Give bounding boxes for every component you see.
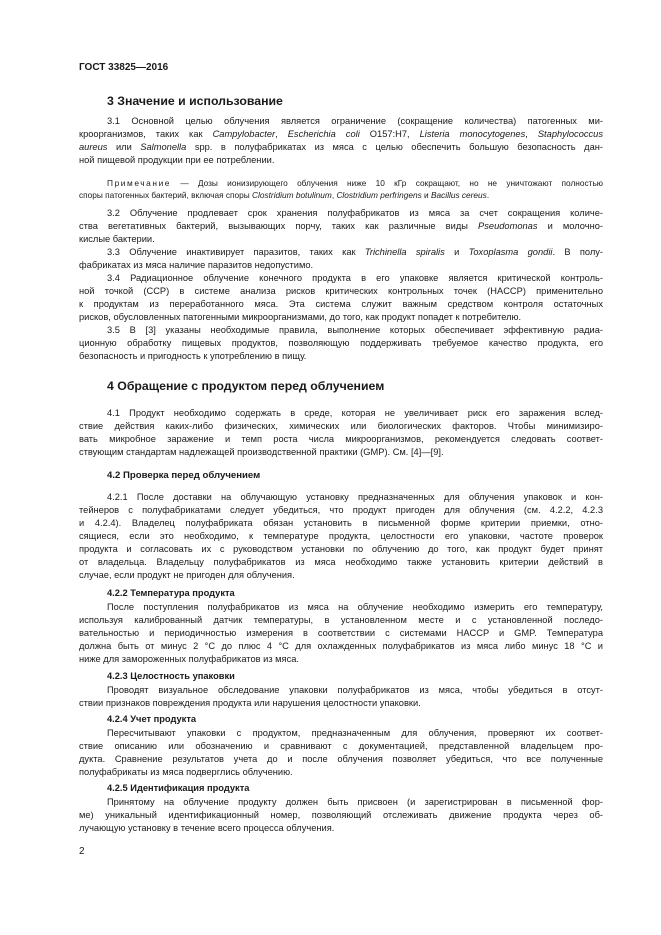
paragraph-4-2-1: 4.2.1 После доставки на облучающую установку предназначенных для облучения упаковок и кон- тейнеров с полуфабрикатами следует убедиться, что продукт пригоден для облучения (см. 4.2.2, 4.2.3 и 4.2.4). Владелец полуфабриката обязан установить в письменной форме критерии приемки, отно- сящиеся, если это необходимо, к температуре продукта, целостности его упаковки, частоте проверок продукта и согласовать их с руководством установки по облучению до того, как продукт будет принят от владельца. Владельцу полуфабрикатов из мяса необходимо также установить критерии действий в случае, если продукт не пригоден для облучения.: [79, 492, 603, 580]
paragraph-4-2-5: Принятому на облучение продукту должен быть присвоен (и зарегистрирован в письменной фор- ме) уникальный идентификационный номер, позволяющий отслеживать движение продукта через об- лучающую установку в течение всего процесса облучения.: [79, 797, 603, 833]
section-4-heading: 4 Обращение с продуктом перед облучением: [107, 379, 385, 393]
paragraph-3-2: 3.2 Облучение продлевает срок хранения полуфабрикатов из мяса за счет сокращения количе- ства вегетативных бактерий, вызывающих порчу, таких как различные виды Pseudomonas и молочно- кислые бактерии.: [79, 208, 603, 244]
page-number: 2: [79, 846, 85, 857]
section-3-heading: 3 Значение и использование: [107, 94, 283, 108]
paragraph-3-4: 3.4 Радиационное облучение конечного продукта в его упаковке является критической контроль- ной точкой (CCP) в системе анализа рисков критических контрольных точек (HACCP) применительно к продуктам из переработанного мяса. Эта система служит важным средством контроля остаточных рисков, обусловленных патогенными микроорганизмами, до того, как продукт попадет к потребителю.: [79, 273, 603, 322]
note-label: Примечание: [107, 178, 172, 188]
clause-4-2-4-heading: 4.2.4 Учет продукта: [107, 714, 197, 724]
clause-4-2-2-heading: 4.2.2 Температура продукта: [107, 588, 235, 598]
paragraph-4-1: 4.1 Продукт необходимо содержать в среде, которая не увеличивает риск его заражения вслед- ствие действия каких-либо физических, химических или биологических факторов. Чтобы минимизиро- вать микробное заражение и темп роста числа микроорганизмов, рекомендуется следовать соответ- ствующим стандартам надлежащей производственной практики (GMP). См. [4]—[9].: [79, 408, 603, 457]
paragraph-3-5: 3.5 В [3] указаны необходимые правила, выполнение которых обеспечивает эффективную радиа- ционную обработку пищевых продуктов, позволяющую поддерживать требуемое качество продукта, его безопасность и пригодность к употреблению в пищу.: [79, 325, 603, 361]
paragraph-3-1: 3.1 Основной целью облучения является ограничение (сокращение количества) патогенных ми- кроорганизмов, таких как Campylobacter, Escherichia coli O157:H7, Listeria monocytogenes, Staphylococcus aureus или Salmonella spp. в полуфабрикатах из мяса с целью обеспечить большую безопасность дан- ной пищевой продукции при ее потреблении.: [79, 116, 603, 165]
note-3-1: Примечание — Дозы ионизирующего облучения ниже 10 кГр сокращают, но не уничтожают полностью споры патогенных бактерий, включая споры Clostridium botulinum, Clostridium perfringens и Bacillus cereus.: [79, 178, 603, 200]
paragraph-4-2-4: Пересчитывают упаковки с продуктом, предназначенным для облучения, проверяют их соответ- ствие описанию или обозначению и сравнивают с документацией, представленной владельцем про- дукта. Сравнение результатов учета до и после облучения позволяет убедиться, что все полученные полуфабрикаты из мяса подверглись облучению.: [79, 728, 603, 777]
clause-4-2-5-heading: 4.2.5 Идентификация продукта: [107, 783, 250, 793]
clause-4-2-3-heading: 4.2.3 Целостность упаковки: [107, 671, 235, 681]
subsection-4-2-heading: 4.2 Проверка перед облучением: [107, 470, 261, 481]
document-code: ГОСТ 33825—2016: [79, 62, 169, 73]
paragraph-3-3: 3.3 Облучение инактивирует паразитов, таких как Trichinella spiralis и Toxoplasma gondii. В полу- фабрикатах из мяса наличие паразитов недопустимо.: [79, 247, 603, 270]
paragraph-4-2-2: После поступления полуфабрикатов из мяса на облучение необходимо измерить его температуру, используя калиброванный датчик температуры, в установленном месте и с установленной последо- вательностью и периодичностью измерения в соответствии с системами HACCP и GMP. Температура должна быть от минус 2 °С до плюс 4 °С для охлажденных полуфабрикатов из мяса либо минус 18 °С и ниже для замороженных полуфабрикатов из мяса.: [79, 602, 603, 664]
paragraph-4-2-3: Проводят визуальное обследование упаковки полуфабрикатов из мяса, чтобы убедиться в отсут- ствии признаков повреждения продукта или нарушения целостности упаковки.: [79, 685, 603, 708]
